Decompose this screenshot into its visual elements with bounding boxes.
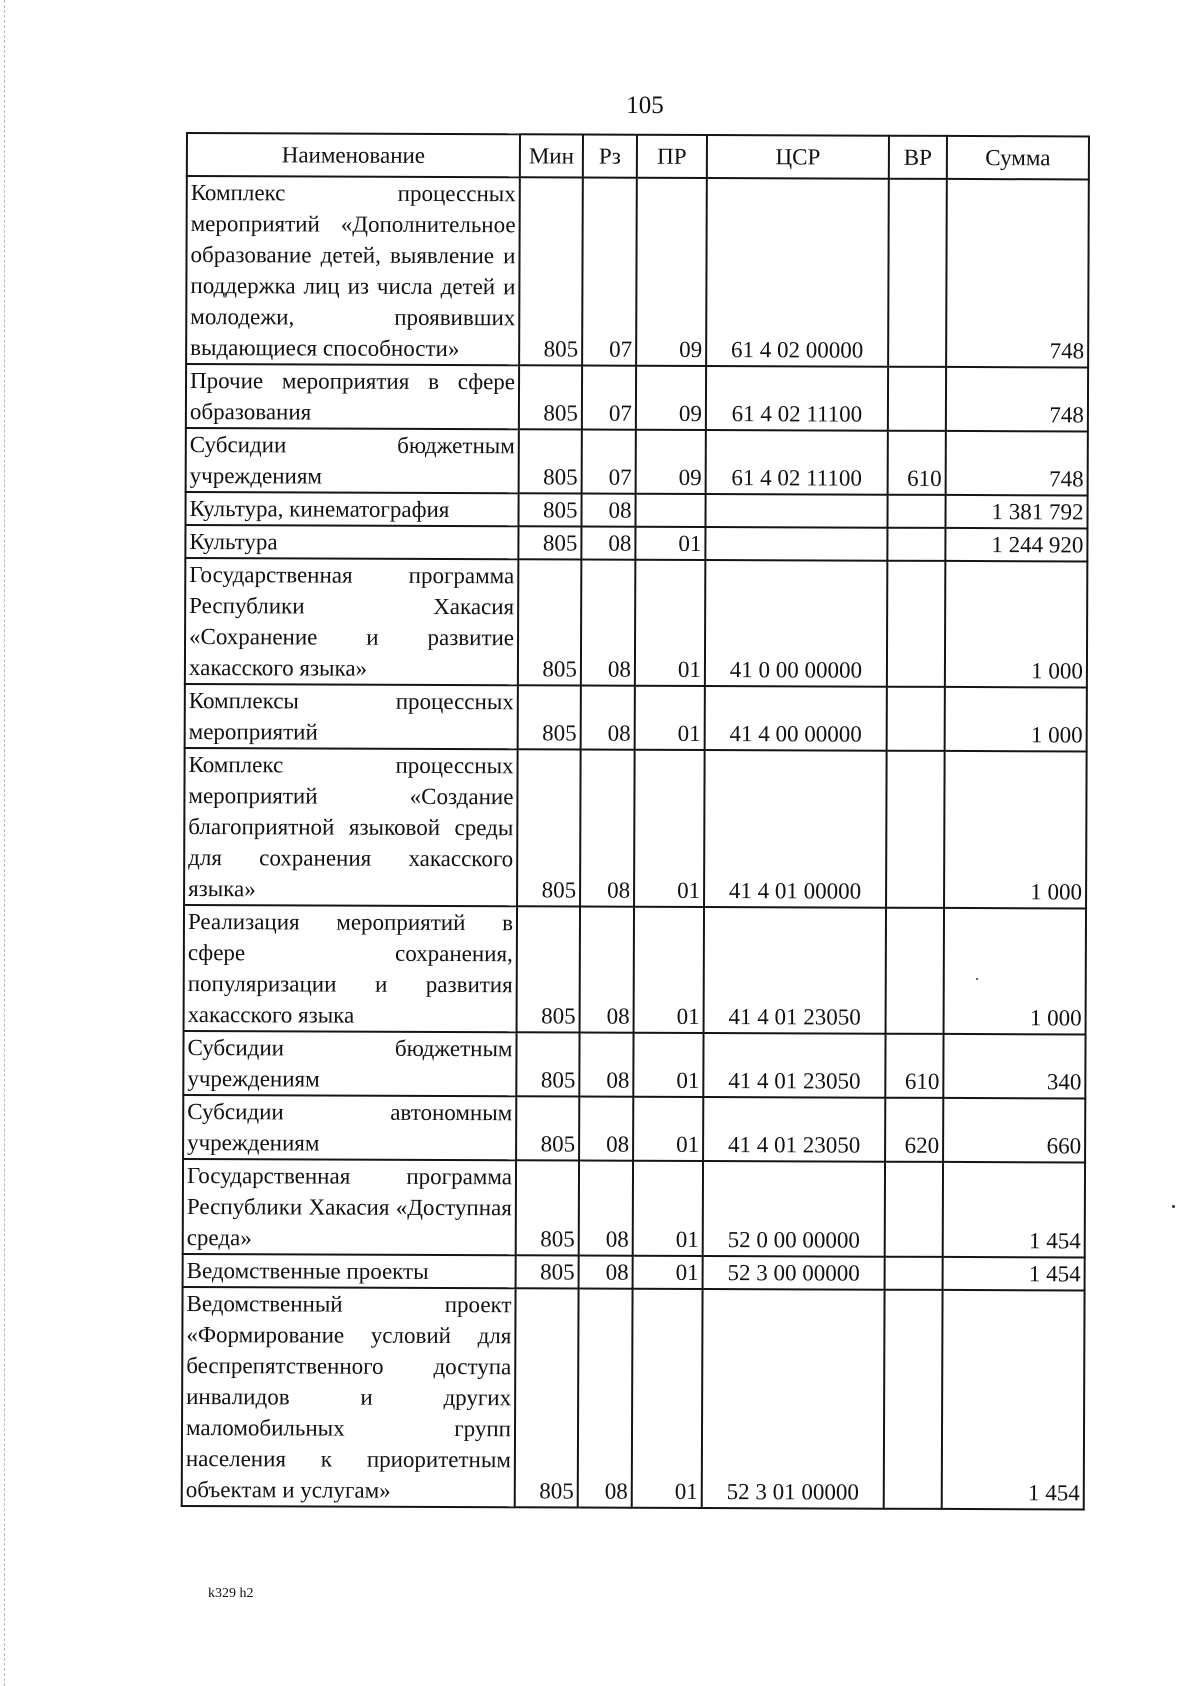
cell-vr: 620	[885, 1098, 943, 1162]
cell-rz: 08	[578, 1289, 633, 1508]
cell-min: 805	[515, 1288, 579, 1507]
cell-min: 805	[519, 429, 582, 493]
cell-rz: 08	[580, 750, 635, 907]
cell-sum: 1 000	[945, 561, 1087, 688]
cell-pr: 01	[634, 907, 704, 1033]
budget-table	[181, 132, 1090, 1510]
table-row	[184, 905, 1086, 1034]
cell-pr: 01	[632, 1289, 703, 1508]
table-row	[182, 1287, 1085, 1509]
cell-vr	[888, 179, 947, 367]
footer-code: k329 h2	[208, 1586, 254, 1601]
cell-vr	[885, 1257, 943, 1290]
table-row	[185, 558, 1087, 687]
table-row	[185, 684, 1087, 751]
cell-csr: 52 3 00 00000	[703, 1256, 885, 1290]
cell-pr: 01	[633, 1161, 703, 1256]
cell-name: Культура	[185, 525, 518, 559]
cell-min: 805	[517, 906, 580, 1032]
cell-rz: 08	[579, 1161, 633, 1256]
cell-name: Комплекс процессных мероприятий «Создание благоприятной языковой среды для сохранения хакасского языка»	[184, 748, 518, 906]
cell-pr: 09	[636, 366, 706, 430]
cell-vr: 610	[885, 1034, 943, 1098]
header-rz: Рз	[583, 135, 637, 178]
cell-csr: 41 4 01 23050	[703, 1033, 885, 1098]
cell-name: Культура, кинематография	[185, 492, 518, 526]
cell-sum: 1 000	[944, 908, 1086, 1035]
scan-speck	[1172, 1205, 1175, 1208]
table-row	[183, 1031, 1085, 1098]
cell-pr	[635, 494, 705, 527]
cell-sum: 1 000	[944, 751, 1087, 909]
cell-vr	[887, 687, 945, 751]
cell-name: Государственная программа Республики Хакасия «Сохранение и развитие хакасского языка»	[185, 558, 518, 685]
table-row	[186, 364, 1088, 431]
cell-sum: 1 244 920	[945, 528, 1087, 562]
header-min: Мин	[520, 134, 583, 177]
cell-name: Субсидии бюджетным учреждениям	[183, 1031, 516, 1096]
table-row	[185, 525, 1087, 561]
cell-name: Прочие мероприятия в сфере образования	[186, 364, 519, 429]
cell-name: Субсидии автономным учреждениям	[183, 1095, 516, 1160]
table-row	[186, 428, 1088, 495]
cell-vr	[888, 367, 946, 431]
cell-pr: 01	[635, 560, 705, 686]
cell-name: Субсидии бюджетным учреждениям	[186, 428, 519, 493]
cell-csr: 41 4 01 00000	[704, 750, 887, 908]
cell-rz: 07	[582, 178, 637, 366]
cell-rz: 08	[581, 560, 635, 686]
page-number: 105	[626, 92, 664, 119]
table-row	[183, 1159, 1085, 1257]
cell-name: Ведомственные проекты	[183, 1254, 516, 1288]
cell-csr: 41 4 00 00000	[705, 686, 887, 751]
cell-min: 805	[518, 685, 581, 749]
cell-sum: 1 000	[945, 687, 1087, 752]
cell-name: Государственная программа Республики Хакасия «Доступная среда»	[183, 1159, 516, 1255]
cell-vr	[886, 751, 945, 908]
cell-min: 805	[518, 559, 581, 685]
cell-csr	[705, 527, 887, 561]
cell-vr: 610	[888, 431, 946, 495]
cell-csr: 41 4 01 23050	[704, 907, 886, 1034]
cell-name: Комплекс процессных мероприятий «Дополнительное образование детей, выявление и поддержка лиц из числа детей и молодежи, проявивших выдающиеся способности»	[186, 176, 520, 365]
header-pr: ПР	[637, 135, 707, 178]
cell-min: 805	[516, 1032, 579, 1096]
header-name: Наименование	[187, 133, 520, 177]
cell-csr: 61 4 02 11100	[706, 366, 888, 431]
cell-vr	[884, 1290, 943, 1509]
cell-min: 805	[518, 526, 581, 559]
cell-csr: 61 4 02 11100	[706, 430, 888, 495]
cell-min: 805	[519, 177, 583, 365]
cell-pr: 09	[636, 178, 707, 366]
cell-min: 805	[517, 749, 581, 906]
cell-pr: 01	[633, 1033, 703, 1097]
cell-rz: 07	[582, 430, 636, 494]
cell-sum: 1 454	[942, 1290, 1085, 1510]
header-csr: ЦСР	[707, 135, 889, 179]
cell-sum: 748	[946, 367, 1088, 432]
cell-name: Комплексы процессных мероприятий	[185, 684, 518, 749]
cell-sum: 340	[943, 1034, 1085, 1099]
cell-csr: 41 4 01 23050	[703, 1097, 885, 1162]
cell-rz: 08	[579, 1033, 633, 1097]
cell-min: 805	[516, 1096, 579, 1160]
cell-vr	[886, 908, 944, 1034]
table-row	[183, 1254, 1085, 1290]
table-row	[183, 1095, 1085, 1162]
cell-pr: 09	[636, 430, 706, 494]
cell-sum: 1 381 792	[945, 495, 1087, 529]
cell-vr	[887, 561, 945, 687]
cell-csr: 52 3 01 00000	[702, 1289, 885, 1509]
cell-rz: 08	[581, 494, 635, 527]
header-vr: ВР	[889, 136, 947, 179]
cell-rz: 08	[581, 527, 635, 560]
cell-vr	[887, 528, 945, 561]
cell-pr: 01	[635, 527, 705, 560]
cell-rz: 08	[579, 1256, 633, 1289]
cell-csr	[705, 494, 887, 528]
cell-rz: 08	[581, 686, 635, 750]
cell-min: 805	[516, 1255, 579, 1288]
cell-csr: 52 0 00 00000	[703, 1161, 885, 1257]
cell-min: 805	[516, 1160, 579, 1255]
cell-name: Реализация мероприятий в сфере сохранения, популяризации и развития хакасского языка	[184, 905, 517, 1032]
cell-sum: 1 454	[943, 1162, 1085, 1258]
table-header	[187, 133, 1089, 179]
cell-pr: 01	[633, 1256, 703, 1289]
cell-rz: 08	[579, 1097, 633, 1161]
cell-pr: 01	[634, 750, 705, 907]
cell-pr: 01	[633, 1097, 703, 1161]
table-row	[185, 492, 1087, 528]
cell-vr	[885, 1162, 943, 1257]
cell-pr: 01	[635, 686, 705, 750]
cell-sum: 748	[946, 431, 1088, 496]
cell-rz: 08	[580, 907, 634, 1033]
cell-name: Ведомственный проект «Формирование условий для беспрепятственного доступа инвалидов и других маломобильных групп населения к приоритетным объектам и услугам»	[182, 1287, 516, 1507]
cell-min: 805	[519, 365, 582, 429]
cell-sum: 660	[943, 1098, 1085, 1163]
cell-sum: 748	[946, 179, 1089, 368]
scan-speck	[976, 978, 978, 980]
cell-sum: 1 454	[943, 1257, 1085, 1291]
cell-csr: 41 0 00 00000	[705, 560, 887, 687]
cell-min: 805	[518, 493, 581, 526]
scan-edge	[4, 0, 5, 1686]
table-row	[186, 176, 1089, 367]
table-body	[182, 176, 1089, 1509]
table-row	[184, 748, 1087, 908]
cell-csr: 61 4 02 00000	[706, 178, 889, 367]
cell-vr	[887, 495, 945, 528]
cell-rz: 07	[582, 366, 636, 430]
header-row	[187, 133, 1089, 179]
header-sum: Сумма	[947, 136, 1089, 180]
